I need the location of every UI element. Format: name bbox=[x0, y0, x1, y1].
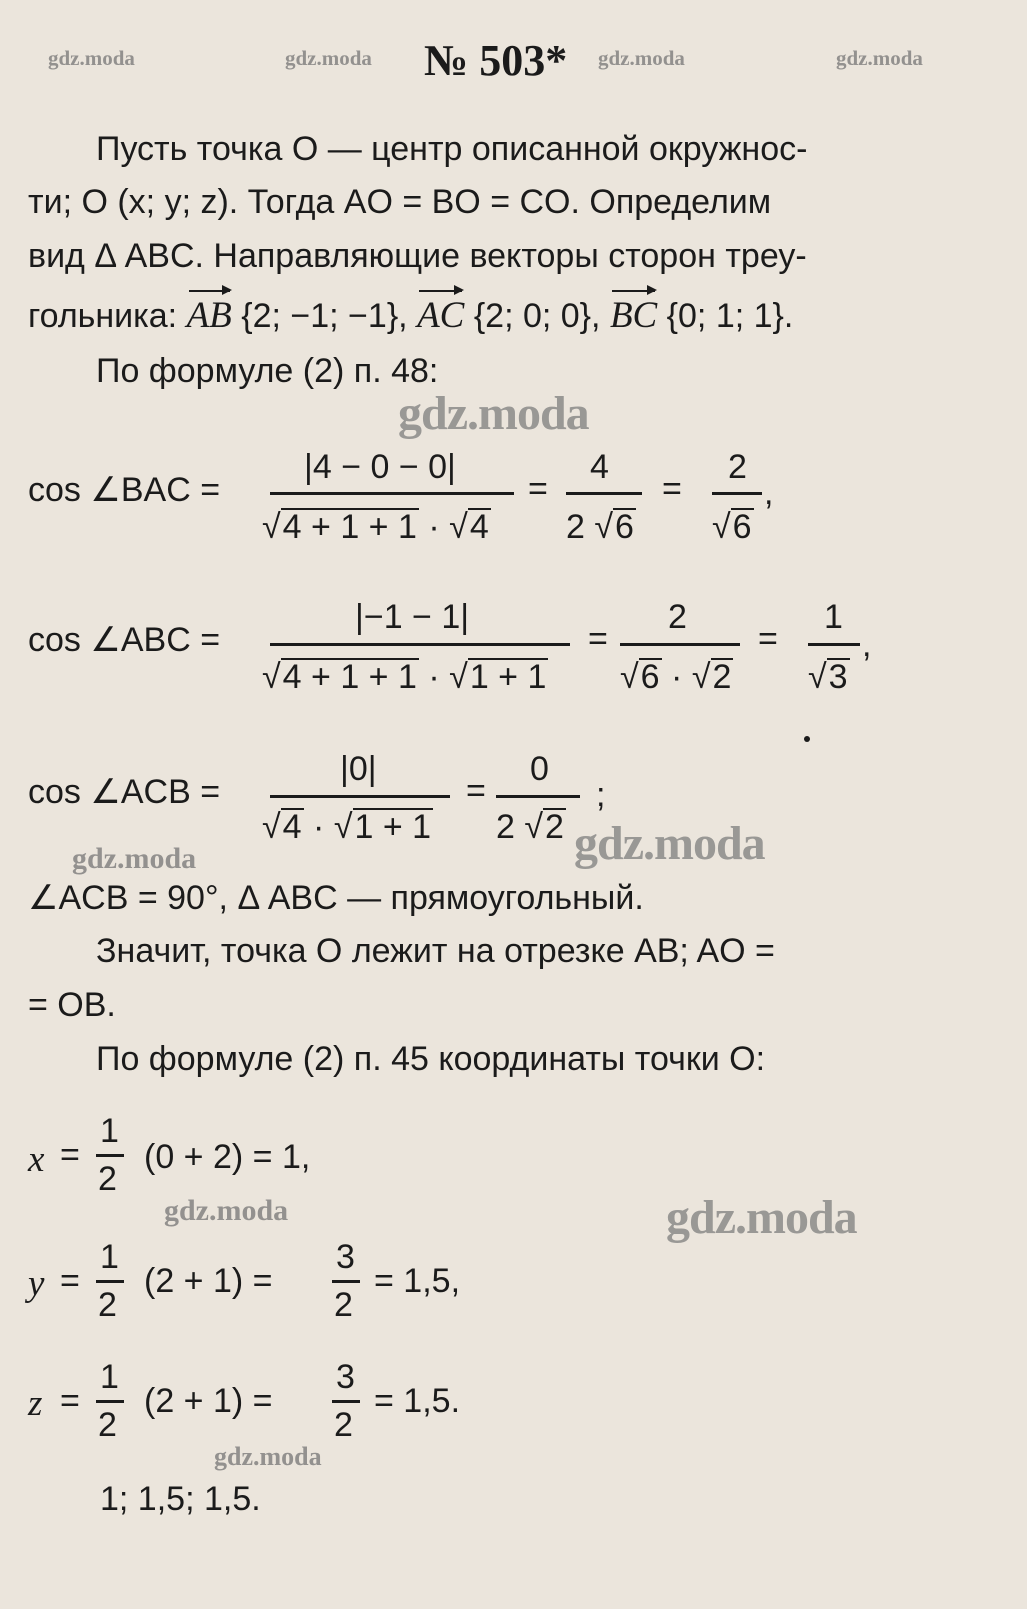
conclusion-line-2: = OB. bbox=[28, 986, 116, 1024]
watermark: gdz.moda bbox=[836, 46, 923, 70]
fraction-bar bbox=[496, 795, 580, 798]
y-variable: y bbox=[28, 1263, 45, 1304]
vector-ab: AB bbox=[186, 295, 232, 336]
equals-sign: = bbox=[758, 620, 778, 658]
fraction-bar bbox=[96, 1280, 124, 1283]
cos-abc-denominator: √4 + 1 + 1 · √1 + 1 bbox=[262, 658, 547, 696]
y-fraction-denominator: 2 bbox=[98, 1286, 117, 1324]
formula-reference-48: По формуле (2) п. 48: bbox=[96, 352, 439, 390]
fraction-bar bbox=[96, 1154, 124, 1157]
vector-bc: BC bbox=[609, 295, 658, 336]
cos-bac-denominator: √4 + 1 + 1 · √4 bbox=[262, 508, 489, 546]
y-fraction2-numerator: 3 bbox=[336, 1238, 355, 1276]
fraction-bar bbox=[332, 1400, 360, 1403]
equals-sign: = bbox=[60, 1262, 80, 1300]
conclusion-line-1: Значит, точка O лежит на отрезке AB; AO = bbox=[96, 932, 775, 970]
cos-abc-numerator: |−1 − 1| bbox=[355, 598, 470, 636]
cos-bac-denominator-2: 2 √6 bbox=[566, 508, 634, 546]
fraction-bar bbox=[96, 1400, 124, 1403]
z-result: = 1,5. bbox=[374, 1382, 461, 1420]
z-variable: z bbox=[28, 1383, 43, 1424]
formula-reference-45: По формуле (2) п. 45 координаты точки O: bbox=[96, 1040, 766, 1078]
cos-abc-numerator-3: 1 bbox=[824, 598, 843, 636]
fraction-bar bbox=[620, 643, 740, 646]
fraction-bar bbox=[712, 492, 762, 495]
x-variable: x bbox=[28, 1139, 45, 1180]
y-result: = 1,5, bbox=[374, 1262, 461, 1300]
watermark: gdz.moda bbox=[666, 1191, 857, 1244]
vector-bc-coords: {0; 1; 1}. bbox=[666, 297, 794, 335]
z-fraction-numerator: 1 bbox=[100, 1358, 119, 1396]
cos-bac-numerator: |4 − 0 − 0| bbox=[304, 448, 456, 486]
z-expression: (2 + 1) = bbox=[144, 1382, 273, 1420]
x-fraction-numerator: 1 bbox=[100, 1112, 119, 1150]
z-fraction2-denominator: 2 bbox=[334, 1406, 353, 1444]
y-fraction2-denominator: 2 bbox=[334, 1286, 353, 1324]
x-fraction-denominator: 2 bbox=[98, 1160, 117, 1198]
z-fraction-denominator: 2 bbox=[98, 1406, 117, 1444]
cos-bac-numerator-2: 4 bbox=[590, 448, 609, 486]
cos-bac-numerator-3: 2 bbox=[728, 448, 747, 486]
cos-acb-numerator-2: 0 bbox=[530, 750, 549, 788]
equals-sign: = bbox=[60, 1136, 80, 1174]
intro-line-3: вид Δ ABC. Направляющие векторы сторон треу- bbox=[28, 237, 807, 275]
cos-bac-denominator-3: √6 bbox=[712, 508, 752, 546]
fraction-bar bbox=[270, 795, 450, 798]
cos-abc-numerator-2: 2 bbox=[668, 598, 687, 636]
equals-sign: = bbox=[60, 1382, 80, 1420]
fraction-bar bbox=[332, 1280, 360, 1283]
equals-sign: = bbox=[528, 470, 548, 508]
watermark: gdz.moda bbox=[48, 46, 135, 70]
watermark: gdz.moda bbox=[398, 387, 589, 440]
watermark: gdz.moda bbox=[574, 817, 765, 870]
intro-line-1: Пусть точка O — центр описанной окружнос- bbox=[96, 130, 808, 168]
intro-line-4-prefix: гольника: bbox=[28, 297, 178, 335]
y-expression: (2 + 1) = bbox=[144, 1262, 273, 1300]
watermark: gdz.moda bbox=[164, 1194, 289, 1227]
fraction-bar bbox=[808, 643, 860, 646]
vector-ab-coords: {2; −1; −1}, bbox=[241, 297, 408, 335]
conclusion-right-angle: ∠ACB = 90°, Δ ABC — прямоугольный. bbox=[28, 879, 644, 917]
vector-ac-coords: {2; 0; 0}, bbox=[473, 297, 601, 335]
y-fraction-numerator: 1 bbox=[100, 1238, 119, 1276]
z-fraction2-numerator: 3 bbox=[336, 1358, 355, 1396]
cos-acb-numerator: |0| bbox=[340, 750, 377, 788]
vector-ac: AC bbox=[417, 295, 465, 336]
intro-line-4 bbox=[28, 294, 793, 337]
fraction-bar bbox=[270, 643, 570, 646]
comma: , bbox=[862, 626, 872, 664]
equals-sign: = bbox=[466, 772, 486, 810]
equals-sign: = bbox=[662, 470, 682, 508]
semicolon: ; bbox=[596, 776, 606, 814]
cos-bac-label: cos ∠BAC = bbox=[28, 471, 221, 509]
watermark: gdz.moda bbox=[285, 46, 372, 70]
cos-abc-label: cos ∠ABC = bbox=[28, 621, 221, 659]
fraction-bar bbox=[566, 492, 642, 495]
cos-acb-label: cos ∠ACB = bbox=[28, 773, 221, 811]
comma: , bbox=[764, 474, 774, 512]
watermark: gdz.moda bbox=[72, 842, 197, 875]
x-expression: (0 + 2) = 1, bbox=[144, 1138, 311, 1176]
ink-speck bbox=[804, 736, 810, 742]
problem-number: № 503* bbox=[424, 36, 568, 85]
watermark: gdz.moda bbox=[598, 46, 685, 70]
watermark: gdz.moda bbox=[214, 1442, 322, 1471]
equals-sign: = bbox=[588, 620, 608, 658]
cos-acb-denominator-2: 2 √2 bbox=[496, 808, 564, 846]
fraction-bar bbox=[270, 492, 514, 495]
cos-abc-denominator-2: √6 · √2 bbox=[620, 658, 732, 696]
cos-acb-denominator: √4 · √1 + 1 bbox=[262, 808, 432, 846]
final-answer: 1; 1,5; 1,5. bbox=[100, 1480, 261, 1518]
cos-abc-denominator-3: √3 bbox=[808, 658, 848, 696]
intro-line-2: ти; O (x; y; z). Тогда AO = BO = CO. Определим bbox=[28, 183, 772, 221]
